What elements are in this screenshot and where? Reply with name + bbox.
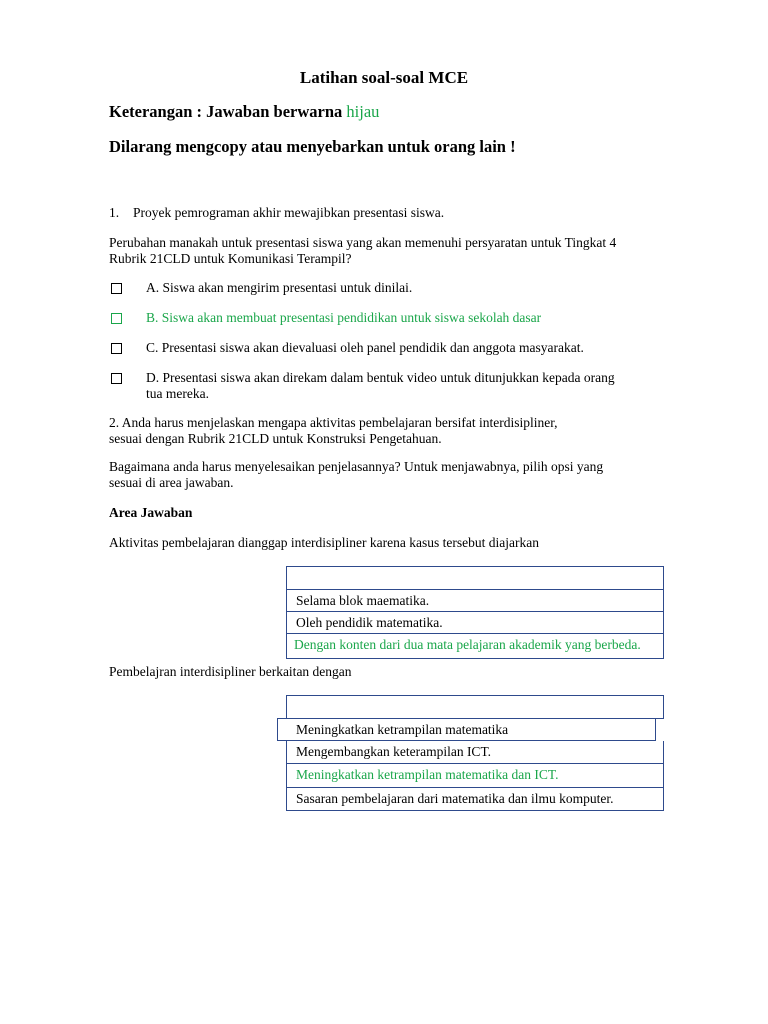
dropdown-2-option-text: Sasaran pembelajaran dari matematika dan ilmu komputer. xyxy=(296,791,614,806)
checkbox-icon[interactable] xyxy=(111,373,122,384)
question-2-prompt xyxy=(109,459,603,491)
dropdown-2-option-correct[interactable] xyxy=(286,764,664,788)
checkbox-icon[interactable] xyxy=(111,313,122,324)
answer-key-note xyxy=(109,102,379,122)
option-d-text-line-2: tua mereka. xyxy=(146,386,209,401)
dropdown-1-option-text: Dengan konten dari dua mata pelajaran akademik yang berbeda. xyxy=(294,637,641,652)
option-c-text: C. Presentasi siswa akan dievaluasi oleh panel pendidik dan anggota masyarakat. xyxy=(146,340,584,355)
question-1-number: 1. xyxy=(109,205,120,220)
answer-key-label: Keterangan : Jawaban berwarna xyxy=(109,102,347,121)
page-title: Latihan soal-soal MCE xyxy=(299,68,469,87)
answer-area-heading: Area Jawaban xyxy=(109,505,193,520)
question-2-stem xyxy=(109,415,558,447)
checkbox-icon[interactable] xyxy=(111,283,122,294)
option-a[interactable] xyxy=(109,280,669,296)
dropdown-2-option-text: Mengembangkan keterampilan ICT. xyxy=(296,744,492,759)
part-1-text: Aktivitas pembelajaran dianggap interdisipliner karena kasus tersebut diajarkan xyxy=(109,535,539,550)
answer-key-color: hijau xyxy=(346,102,380,121)
copy-warning: Dilarang mengcopy atau menyebarkan untuk orang lain ! xyxy=(109,137,516,156)
question-2-stem-line-1: 2. Anda harus menjelaskan mengapa aktivitas pembelajaran bersifat interdisipliner, xyxy=(109,415,558,430)
dropdown-1-option[interactable] xyxy=(286,590,664,612)
dropdown-1-option-correct[interactable] xyxy=(286,634,664,659)
dropdown-2-option[interactable] xyxy=(277,718,656,741)
question-2-prompt-line-1: Bagaimana anda harus menyelesaikan penjelasannya? Untuk menjawabnya, pilih opsi yang xyxy=(109,459,604,474)
option-b[interactable] xyxy=(109,310,669,326)
dropdown-1-option-text: Oleh pendidik matematika. xyxy=(296,615,443,630)
question-1-prompt xyxy=(109,235,616,267)
dropdown-2-selection[interactable] xyxy=(286,695,664,719)
dropdown-1-selection[interactable] xyxy=(286,566,664,590)
option-d-text xyxy=(146,370,666,402)
dropdown-1-option-text: Selama blok maematika. xyxy=(296,593,430,608)
question-2-stem-line-2: sesuai dengan Rubrik 21CLD untuk Konstruksi Pengetahuan. xyxy=(109,431,442,446)
part-2-text: Pembelajran interdisipliner berkaitan dengan xyxy=(109,664,352,679)
option-d[interactable] xyxy=(109,370,669,402)
option-d-text-line-1: D. Presentasi siswa akan direkam dalam bentuk video untuk ditunjukkan kepada orang xyxy=(146,370,615,385)
question-1-stem-text: Proyek pemrograman akhir mewajibkan presentasi siswa. xyxy=(133,205,445,220)
dropdown-2-option-text: Meningkatkan ketrampilan matematika xyxy=(296,722,509,737)
dropdown-2-option[interactable] xyxy=(286,741,664,764)
dropdown-2-option[interactable] xyxy=(286,788,664,811)
question-1-prompt-line-2: Rubrik 21CLD untuk Komunikasi Terampil? xyxy=(109,251,352,266)
dropdown-2-option-text: Meningkatkan ketrampilan matematika dan ICT. xyxy=(296,767,559,782)
question-1-stem xyxy=(109,205,445,221)
checkbox-icon[interactable] xyxy=(111,343,122,354)
option-c[interactable] xyxy=(109,340,669,356)
dropdown-1-option[interactable] xyxy=(286,612,664,634)
question-2-prompt-line-2: sesuai di area jawaban. xyxy=(109,475,234,490)
question-1-prompt-line-1: Perubahan manakah untuk presentasi siswa yang akan memenuhi persyaratan untuk Tingkat 4 xyxy=(109,235,617,250)
option-b-text: B. Siswa akan membuat presentasi pendidikan untuk siswa sekolah dasar xyxy=(146,310,542,325)
option-a-text: A. Siswa akan mengirim presentasi untuk dinilai. xyxy=(146,280,413,295)
